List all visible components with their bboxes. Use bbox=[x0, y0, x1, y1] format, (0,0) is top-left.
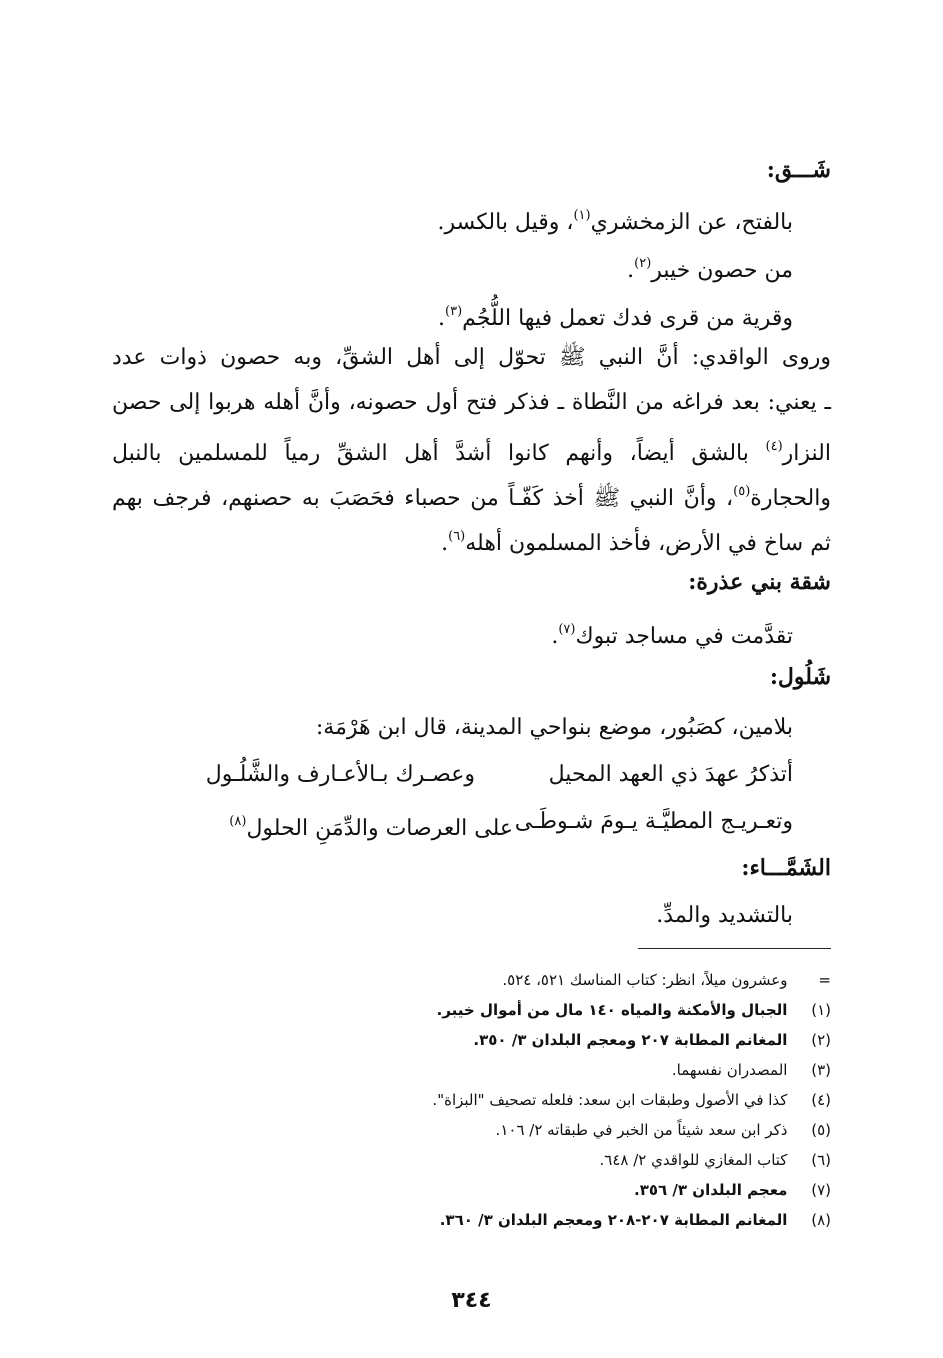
paragraph-line: وروى الواقدي: أنَّ النبي ﷺ تحوّل إلى أهل الشقِّ، وبه حصون ذوات عدد bbox=[112, 345, 831, 370]
footnote: (٦) كتاب المغازي للواقدي ٢/ ٦٤٨. bbox=[599, 1151, 831, 1169]
page-number: ٣٤٤ bbox=[451, 1288, 492, 1313]
footnote-ref[interactable]: (٦) bbox=[448, 529, 466, 544]
text-line: تقدَّمت في مساجد تبوك$^{(٧)}$. bbox=[551, 622, 793, 649]
footnote-ref[interactable]: (٧) bbox=[558, 622, 576, 637]
footnote: = وعشرون ميلاً، انظر: كتاب المناسك ٥٢١، ٥٢٤. bbox=[502, 971, 831, 989]
text-line: وقرية من قرى فدك تعمل فيها اللُّجُم$^{(٣)}$. bbox=[438, 304, 793, 331]
footnote-divider bbox=[638, 948, 831, 949]
footnote-ref[interactable]: (١) bbox=[573, 208, 591, 223]
footnote-ref[interactable]: (٣) bbox=[445, 304, 463, 319]
text-line: بالفتح، عن الزمخشري$^{(١)}$، وقيل بالكسر. bbox=[437, 208, 793, 235]
footnote: (٤) كذا في الأصول وطبقات ابن سعد: فلعله تصحيف "البزاة". bbox=[432, 1091, 831, 1109]
entry-heading-shuqqa: شقة بني عذرة: bbox=[688, 569, 831, 595]
verse-hemistich-second: وعصـرك بـالأعـارف والشَّلُـول bbox=[205, 762, 475, 787]
footnote: (٨) المغانم المطابة ٢٠٧-٢٠٨ ومعجم البلدان ٣/ ٣٦٠. bbox=[439, 1211, 831, 1229]
footnote-ref[interactable]: (٢) bbox=[634, 256, 652, 271]
paragraph-line: والحجارة$^{(٥)}$، وأنَّ النبي ﷺ أخذ كَفّـاً من حصباء فحَصَبَ به حصنهم، فرجف بهم bbox=[112, 484, 831, 511]
footnote: (٥) ذكر ابن سعد شيئاً من الخبر في طبقاته ٢/ ١٠٦. bbox=[495, 1121, 831, 1139]
paragraph-line: ـ يعني: بعد فراغه من النَّطاة ـ فذكر فتح أول حصونه، وأنَّ أهله هربوا إلى حصن bbox=[112, 390, 831, 415]
footnote: (٣) المصدران نفسهما. bbox=[671, 1061, 831, 1079]
verse-hemistich-second: على العرصات والدِّمَنِ الحلول$^{(٨)}$ bbox=[229, 814, 513, 841]
entry-heading-shulul: شَلُول: bbox=[769, 664, 831, 690]
footnote: (١) الجبال والأمكنة والمياه ١٤٠ مال من أموال خيبر. bbox=[436, 1001, 831, 1019]
text-line: بالتشديد والمدِّ. bbox=[656, 903, 793, 928]
text-line: بلامين، كصَبُور، موضع بنواحي المدينة، قال ابن هَرْمَة: bbox=[315, 715, 793, 740]
footnote-ref[interactable]: (٥) bbox=[733, 484, 751, 499]
verse-hemistich-first: أتذكرُ عهدَ ذي العهد المحيل bbox=[548, 762, 793, 787]
entry-heading-shamma: الشَمَّـــاء: bbox=[741, 855, 831, 881]
footnote-ref[interactable]: (٤) bbox=[765, 439, 783, 454]
entry-heading-shaq: شَـــق: bbox=[766, 157, 831, 183]
footnote: (٢) المغانم المطابة ٢٠٧ ومعجم البلدان ٣/ ٣٥٠. bbox=[473, 1031, 831, 1049]
text-line: من حصون خيبر$^{(٢)}$. bbox=[627, 256, 793, 283]
footnote: (٧) معجم البلدان ٣/ ٣٥٦. bbox=[634, 1181, 831, 1199]
paragraph-line: النزار$^{(٤)}$ بالشق أيضاً، وأنهم كانوا أشدَّ أهل الشقِّ رمياً للمسلمين بالنبل bbox=[112, 439, 831, 466]
footnote-ref[interactable]: (٨) bbox=[229, 814, 247, 829]
verse-hemistich-first: وتعـريـج المطيَّـة يـومَ شـوطَـى bbox=[514, 809, 793, 834]
paragraph-line: ثم ساخ في الأرض، فأخذ المسلمون أهله$^{(٦)}$. bbox=[441, 529, 831, 556]
